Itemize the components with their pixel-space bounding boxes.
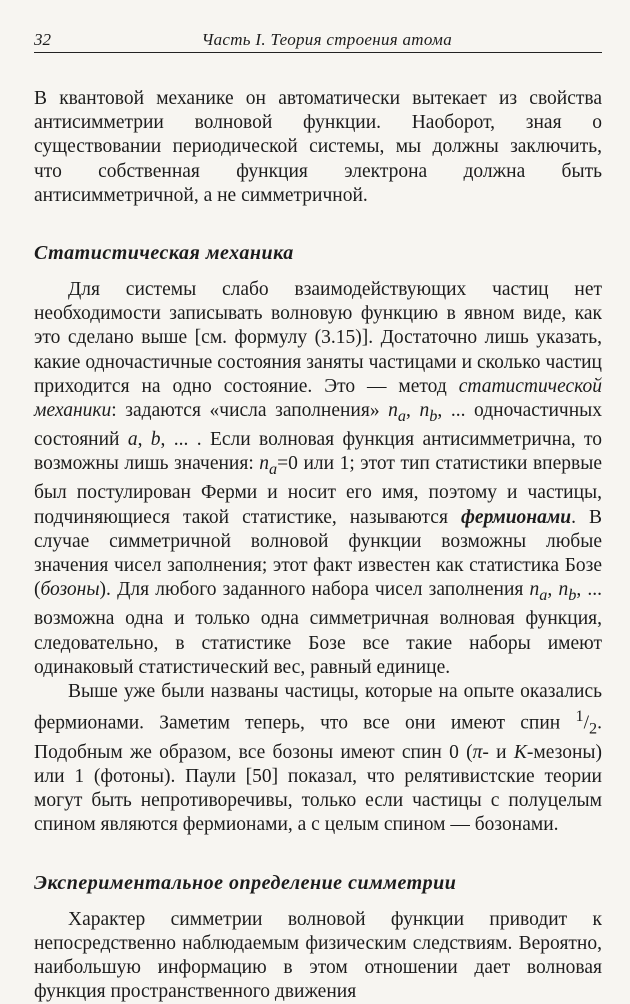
- subscript: a: [397, 406, 407, 425]
- section-heading-statistical-mechanics: Статистическая механика: [34, 242, 294, 265]
- section-heading-experimental-symmetry: Экспериментальное определение симметрии: [34, 871, 457, 894]
- subscript: b: [568, 586, 577, 605]
- intro-paragraph: В квантовой механике он автоматически вытекает из свойства антисимметрии волновой функции. Наоборот, зная о существовании периодической системы, мы должны заключить, что собственная функция электрона должна быть антисимметричной, а не симметричной.: [34, 88, 602, 206]
- text-run: ,: [547, 579, 559, 601]
- text-run: , ... возможна одна и только одна симметричная волновая функция, следовательно, в статистике Бозе все такие наборы имеют одинаковый статистический вес, равный единице.: [34, 579, 602, 678]
- text-run: Для системы слабо взаимодействующих частиц нет необходимости записывать волновую функцию в явном виде, как это сделано выше [см. формулу (3.15)]. Достаточно лишь указать, какие одночастичные состояния заняты частицами и сколько частиц приходится на одно состояние. Это — метод: [34, 279, 602, 397]
- fraction-denominator: 2: [589, 719, 598, 738]
- text-run: , ... . Если волновая функция антисимметрична, то возможны лишь значения:: [34, 429, 602, 475]
- text-run: -мезоны) или 1 (фотоны). Паули [50] показал, что релятивистские теории могут быть непротиворечивы, только если частицы с полуцелым спином являются фермионами, а с целым спином — бозонами.: [34, 741, 603, 836]
- text-run: Выше уже были названы частицы, которые на опыте оказались фермионами. Заметим теперь, что все они имеют спин: [34, 680, 602, 734]
- symbol-a: a: [127, 429, 138, 451]
- text-run: ,: [406, 400, 420, 422]
- text-run: . В случае симметричной волновой функции возможны любые значения чисел заполнения; этот факт известен как статистика Бозе (: [34, 506, 602, 601]
- symbol-K: K: [513, 741, 527, 763]
- symbol-n: n: [388, 400, 398, 422]
- subscript: b: [429, 406, 438, 425]
- running-title: Часть I. Теория строения атома: [201, 30, 452, 49]
- text-run: =0 или 1; этот тип статистики впервые был постулирован Ферми и носит его имя, поэтому и частицы, подчиняющиеся такой статистике, называются: [34, 453, 602, 528]
- term-bosons: бозоны: [40, 579, 100, 601]
- symbol-pi: π: [472, 741, 483, 763]
- text-run: ,: [137, 429, 151, 451]
- symbol-b: b: [150, 429, 161, 451]
- text-run: - и: [482, 741, 514, 763]
- subscript: a: [539, 586, 548, 605]
- symbol-n: n: [259, 453, 270, 475]
- symbol-n: n: [529, 579, 540, 601]
- symmetry-paragraph: Характер симметрии волновой функции приводит к непосредственно наблюдаемым физическим следствиям. Вероятно, наибольшую информацию в этом отношении дает волновая функция пространственного движения: [34, 908, 602, 1003]
- term-fermions: фермионами: [460, 506, 572, 528]
- text-run: , ... одночастичных состояний: [34, 400, 602, 451]
- term-statistical-mechanics: статистической механики: [34, 375, 602, 422]
- running-header: [34, 28, 602, 53]
- fraction-numerator: 1: [575, 707, 584, 726]
- text-run: : задаются «числа заполнения»: [111, 400, 389, 422]
- statistics-paragraph: [34, 278, 602, 680]
- text-run: . Подобным же образом, все бозоны имеют спин 0 (: [34, 712, 602, 763]
- book-page: [34, 28, 602, 1004]
- text-run: ). Для любого заданного набора чисел заполнения: [99, 579, 530, 601]
- subscript: a: [269, 460, 278, 479]
- page-number: 32: [34, 30, 51, 49]
- symbol-n: n: [419, 400, 430, 422]
- symbol-n: n: [558, 579, 569, 601]
- spin-paragraph: Выше уже были названы частицы, которые на опыте оказались фермионами. Заметим теперь, что все они имеют спин $^1/_2$. Подобным же образом, все бозоны имеют спин 0 (π- и K-мезоны) или 1 (фотоны). Паули [50] показал, что релятивистские теории могут быть непротиворечивы, только если частицы с полуцелым спином являются фермионами, а с целым спином — бозонами.: [34, 680, 603, 836]
